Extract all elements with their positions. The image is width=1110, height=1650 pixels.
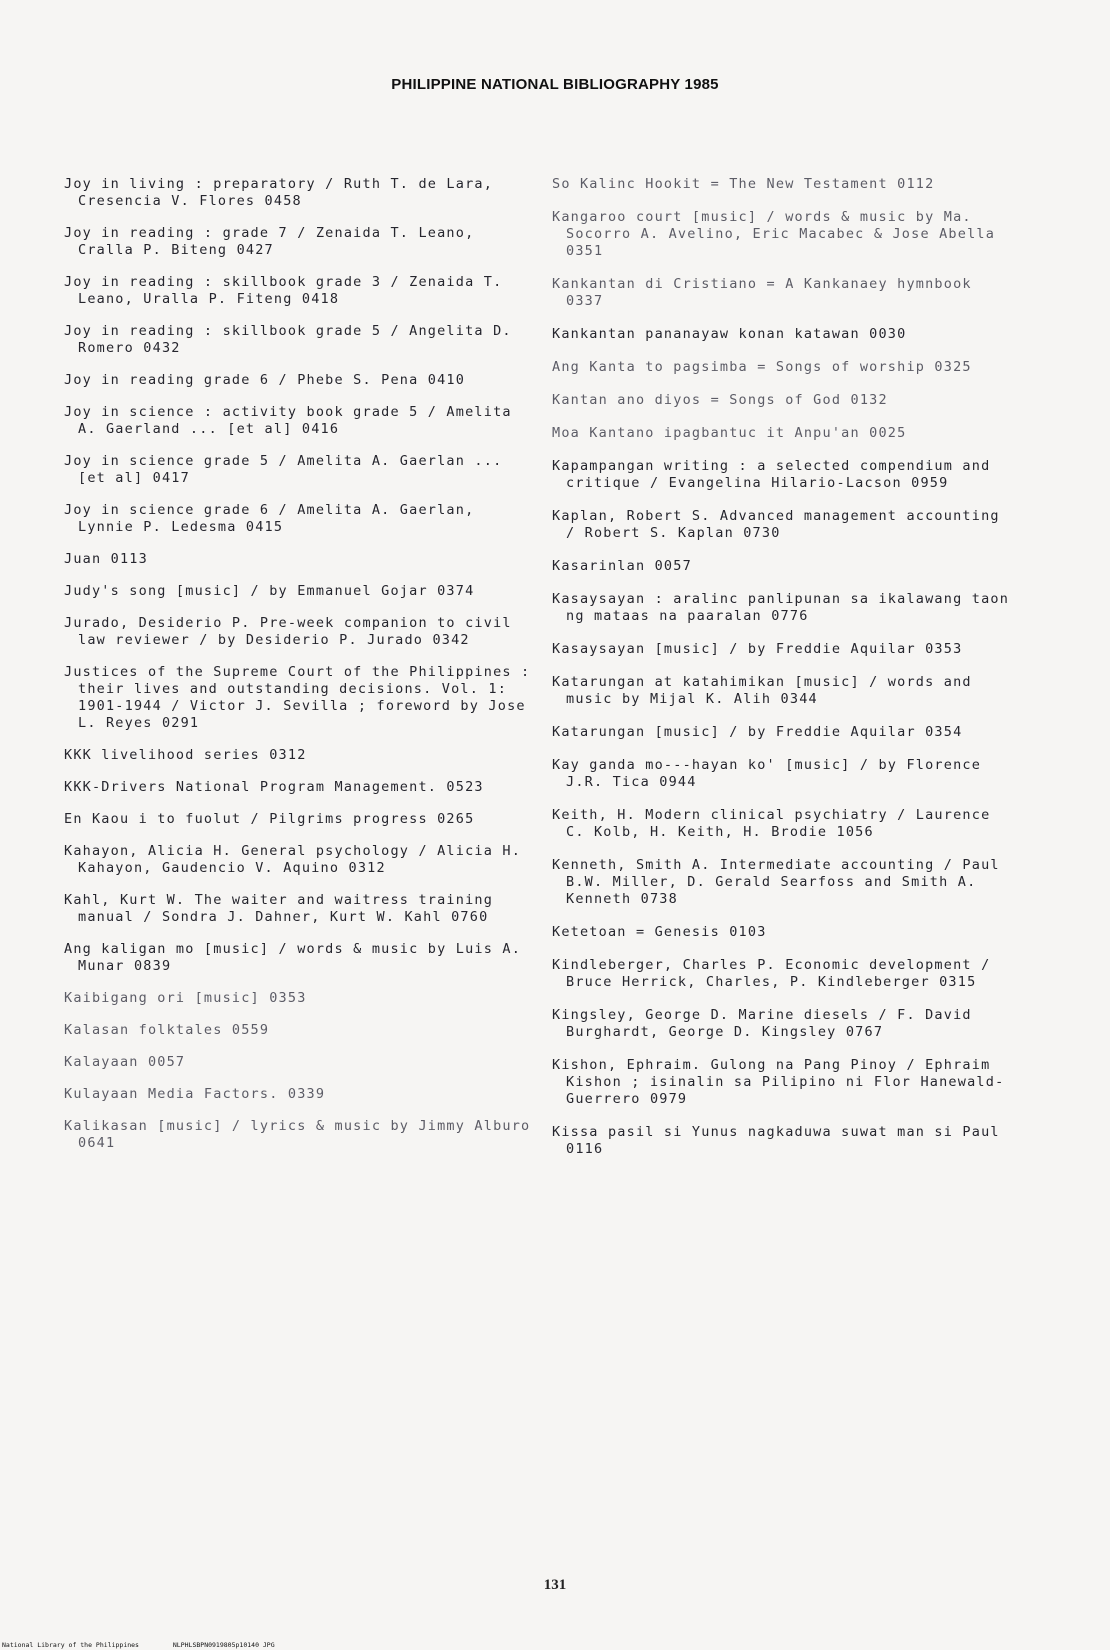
bibliography-entry: Kalasan folktales 0559 xyxy=(64,1022,270,1038)
bibliography-entry: Ang kaligan mo [music] / words & music by Luis A. Munar 0839 xyxy=(64,941,522,974)
bibliography-entry: Kaibigang ori [music] 0353 xyxy=(64,990,307,1006)
bibliography-entry: Katarungan [music] / by Freddie Aquilar 0354 xyxy=(552,724,963,740)
bibliography-entry: Ketetoan = Genesis 0103 xyxy=(552,924,767,940)
bibliography-entry: Kissa pasil si Yunus nagkaduwa suwat man si Paul 0116 xyxy=(552,1124,1000,1157)
bibliography-entry: Justices of the Supreme Court of the Philippines : their lives and outstanding decisions. Vol. 1: 1901-1944 / Victor J. Sevilla ; foreword by Jose L. Reyes 0291 xyxy=(64,664,531,731)
bibliography-entry: Joy in reading : skillbook grade 5 / Angelita D. Romero 0432 xyxy=(64,323,512,356)
bibliography-entry: Juan 0113 xyxy=(64,551,148,567)
bibliography-entry: Joy in reading grade 6 / Phebe S. Pena 0410 xyxy=(64,372,466,388)
bibliography-entry: Moa Kantano ipagbantuc it Anpu'an 0025 xyxy=(552,425,907,441)
bibliography-entry: Katarungan at katahimikan [music] / words and music by Mijal K. Alih 0344 xyxy=(552,674,972,707)
bibliography-entry: Kasarinlan 0057 xyxy=(552,558,692,574)
footer-library: National Library of the Philippines xyxy=(2,1641,139,1649)
bibliography-entry: Jurado, Desiderio P. Pre-week companion to civil law reviewer / by Desiderio P. Jurado 0342 xyxy=(64,615,512,648)
bibliography-entry: Kahayon, Alicia H. General psychology / Alicia H. Kahayon, Gaudencio V. Aquino 0312 xyxy=(64,843,522,876)
bibliography-entry: Kenneth, Smith A. Intermediate accounting / Paul B.W. Miller, D. Gerald Searfoss and Smith A. Kenneth 0738 xyxy=(552,857,1000,907)
bibliography-entry: Joy in science : activity book grade 5 / Amelita A. Gaerland ... [et al] 0416 xyxy=(64,404,512,437)
bibliography-entry: Kingsley, George D. Marine diesels / F. David Burghardt, George D. Kingsley 0767 xyxy=(552,1007,972,1040)
bibliography-entry: Kankantan di Cristiano = A Kankanaey hymnbook 0337 xyxy=(552,276,972,309)
bibliography-entry: Kahl, Kurt W. The waiter and waitress training manual / Sondra J. Dahner, Kurt W. Kahl 0760 xyxy=(64,892,494,925)
bibliography-entry: Kalayaan 0057 xyxy=(64,1054,186,1070)
bibliography-entry: Kishon, Ephraim. Gulong na Pang Pinoy / Ephraim Kishon ; isinalin sa Pilipino ni Flor Hanewald-Guerrero 0979 xyxy=(552,1057,1005,1107)
bibliography-entry: Kankantan pananayaw konan katawan 0030 xyxy=(552,326,907,342)
left-column xyxy=(64,176,534,1167)
bibliography-entry: Kapampangan writing : a selected compendium and critique / Evangelina Hilario-Lacson 0959 xyxy=(552,458,991,491)
bibliography-entry: Kangaroo court [music] / words & music by Ma. Socorro A. Avelino, Eric Macabec & Jose Abella 0351 xyxy=(552,209,996,259)
bibliography-entry: Joy in reading : grade 7 / Zenaida T. Leano, Cralla P. Biteng 0427 xyxy=(64,225,475,258)
bibliography-entry: KKK livelihood series 0312 xyxy=(64,747,307,763)
bibliography-entry: Kasaysayan [music] / by Freddie Aquilar 0353 xyxy=(552,641,963,657)
bibliography-entry: So Kalinc Hookit = The New Testament 0112 xyxy=(552,176,935,192)
bibliography-entry: Kantan ano diyos = Songs of God 0132 xyxy=(552,392,888,408)
bibliography-entry: Kindleberger, Charles P. Economic development / Bruce Herrick, Charles, P. Kindleberger 0315 xyxy=(552,957,991,990)
footer-file-id: NLPHLSBPN0919805p10140 JPG xyxy=(172,1641,275,1649)
right-column xyxy=(552,176,1012,1174)
bibliography-entry: Kay ganda mo---hayan ko' [music] / by Florence J.R. Tica 0944 xyxy=(552,757,982,790)
bibliography-entry: En Kaou i to fuolut / Pilgrims progress 0265 xyxy=(64,811,475,827)
bibliography-entry: Judy's song [music] / by Emmanuel Gojar 0374 xyxy=(64,583,475,599)
bibliography-entry: Ang Kanta to pagsimba = Songs of worship 0325 xyxy=(552,359,972,375)
scan-footer xyxy=(0,1641,1110,1650)
page-number: 131 xyxy=(543,1577,567,1593)
bibliography-entry: Kaplan, Robert S. Advanced management accounting / Robert S. Kaplan 0730 xyxy=(552,508,1000,541)
bibliography-entry: KKK-Drivers National Program Management. 0523 xyxy=(64,779,484,795)
bibliography-entry: Joy in reading : skillbook grade 3 / Zenaida T. Leano, Uralla P. Fiteng 0418 xyxy=(64,274,503,307)
bibliography-entry: Joy in science grade 6 / Amelita A. Gaerlan, Lynnie P. Ledesma 0415 xyxy=(64,502,475,535)
bibliography-entry: Kulayaan Media Factors. 0339 xyxy=(64,1086,326,1102)
bibliography-entry: Kasaysayan : aralinc panlipunan sa ikalawang taon ng mataas na paaralan 0776 xyxy=(552,591,1010,624)
bibliography-entry: Keith, H. Modern clinical psychiatry / Laurence C. Kolb, H. Keith, H. Brodie 1056 xyxy=(552,807,991,840)
bibliography-entry: Joy in living : preparatory / Ruth T. de Lara, Cresencia V. Flores 0458 xyxy=(64,176,494,209)
bibliography-entry: Joy in science grade 5 / Amelita A. Gaerlan ... [et al] 0417 xyxy=(64,453,503,486)
page-header: PHILIPPINE NATIONAL BIBLIOGRAPHY 1985 xyxy=(391,76,719,93)
bibliography-entry: Kalikasan [music] / lyrics & music by Jimmy Alburo 0641 xyxy=(64,1118,531,1151)
